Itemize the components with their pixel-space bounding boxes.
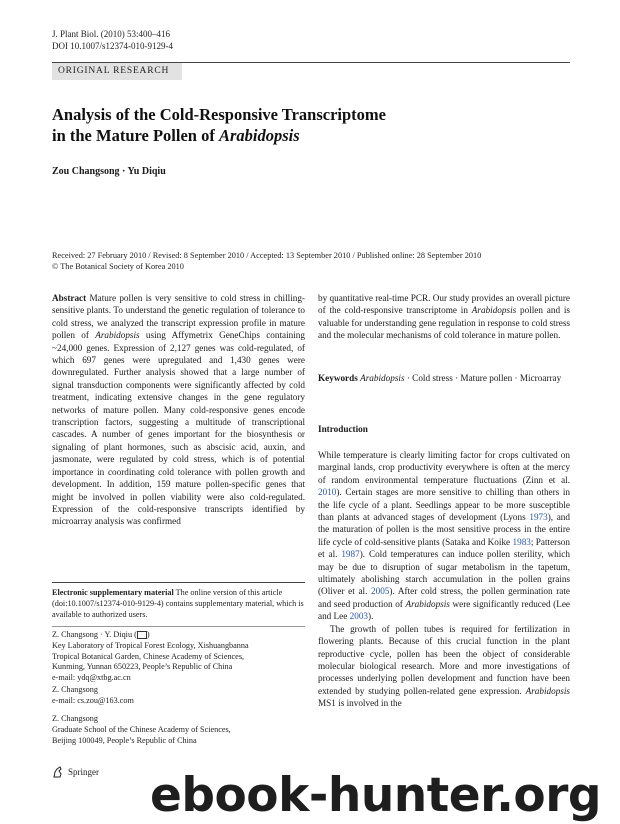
copyright-line: © The Botanical Society of Korea 2010 (52, 262, 184, 271)
intro-text: MS1 is involved in the (318, 698, 402, 709)
supplementary-text: The online version of this article (doi:10.1007/s12374-010-9129-4) contains supplementary material, which is available to authorized users. (52, 588, 304, 619)
footnote-rule (52, 582, 305, 583)
affiliation-rule (52, 626, 305, 627)
citation-link[interactable]: 1983 (512, 536, 531, 547)
keywords-heading: Keywords (318, 373, 358, 383)
section-label: ORIGINAL RESEARCH (52, 63, 182, 80)
abstract-italic: Arabidopsis (95, 330, 140, 341)
keyword-italic: Arabidopsis (360, 373, 405, 383)
journal-line: J. Plant Biol. (2010) 53:400–416 (52, 29, 171, 39)
intro-italic: Arabidopsis (405, 598, 450, 609)
abstract-text: Mature pollen is very sensitive to cold stress in chilling-sensitive plants. To understand the genetic regulation of tolerance to cold stress, we analyzed the transcript expression profile in mature pollen of (52, 293, 305, 341)
intro-text: ; Patterson et al. (318, 536, 570, 560)
intro-text: ). After cold stress, the pollen germination rate and seed production of (318, 586, 570, 609)
journal-citation (52, 28, 173, 52)
intro-text: ), and the maturation of pollen is the most sensitive process in the entire life cycle of cold-sensitive plants (Sataka and Koike (318, 512, 570, 547)
abstract (52, 292, 305, 528)
email-link[interactable]: e-mail: ydq@xtbg.ac.cn (52, 673, 131, 683)
keywords (318, 372, 570, 384)
affiliation-names: Z. Changsong (52, 714, 98, 723)
citation-link[interactable]: 2010 (318, 487, 337, 498)
affiliation-line: Beijing 100049, People’s Republic of China (52, 735, 197, 745)
introduction-body (318, 449, 570, 710)
intro-italic: Arabidopsis (525, 685, 570, 696)
citation-link[interactable]: 2003 (349, 611, 369, 622)
affiliation-names (52, 630, 305, 641)
envelope-icon (137, 631, 147, 639)
title-line-2 (52, 125, 552, 146)
email-link[interactable]: e-mail: cs.zou@163.com (52, 695, 134, 705)
citation-link[interactable]: 1973 (529, 512, 548, 523)
article-title (52, 104, 552, 146)
intro-text: ). Certain stages are more sensitive to chilling than others in the life cycle of a plant. Seedlings appear to be more susceptible than plants at advanced stages of development (Lyons (318, 487, 570, 523)
citation-link[interactable]: 1987 (341, 549, 360, 560)
intro-text: While temperature is clearly limiting factor for crops cultivated on marginal lands, crop productivity everywhere is often at the mercy of random environmental temperature fluctuations (Zinn et al. (318, 450, 570, 485)
publisher-name: Springer (68, 767, 99, 777)
abstract-heading: Abstract (52, 293, 87, 303)
publication-dates (52, 250, 570, 272)
keywords-list: · Cold stress · Mature pollen · Microarray (404, 373, 562, 383)
abstract-text: pollen and is valuable for understanding gene regulation in response to cold stress and the molecular mechanisms of cold tolerance in mature pollen. (318, 305, 570, 341)
affiliation-line: Key Laboratory of Tropical Forest Ecology, Xishuangbanna (52, 640, 249, 650)
intro-text: ). (368, 611, 374, 622)
title-line-1: Analysis of the Cold-Responsive Transcriptome (52, 105, 386, 124)
title-italic: Arabidopsis (218, 126, 300, 145)
abstract-italic: Arabidopsis (471, 305, 517, 316)
intro-text: ). Cold temperatures can induce pollen sterility, which may be due to disruption of sugar metabolism in the tapetum, ultimately abolishing starch accumulation in the pollen grains (Oliver et al. (318, 549, 570, 597)
abstract-text: using Affymetrix GeneChips containing ~24,000 genes. Expression of 2,127 genes was cold-regulated, of which 697 genes were upregulated and 1,430 genes were downregulated. Further analysis showed that a large number of signal transduction components were significantly affected by cold treatment, indicating extensive changes in the gene regulatory networks of mature pollen. Many cold-responsive genes encode transcription factors, suggesting a multitude of transcriptional cascades. A number of genes important for the biosynthesis or signaling of plant hormones, such as abscisic acid, auxin, and jasmonate, were regulated by cold stress, which is of potential importance in coordinating cold tolerance with pollen growth and development. In addition, 159 mature pollen-specific genes that might be involved in pollen viability were also cold-regulated. Expression of the cold-responsive transcripts identified by microarray analysis was confirmed (52, 330, 305, 527)
publisher-logo (52, 766, 99, 778)
affiliation-1 (52, 630, 305, 684)
citation-link[interactable]: 2005 (371, 586, 390, 597)
affiliation-names-end: ) (146, 630, 150, 639)
abstract-continued (318, 292, 570, 342)
affiliation-line: Tropical Botanical Garden, Chinese Academy of Sciences, (52, 651, 245, 661)
author-list: Zou Changsong · Yu Diqiu (52, 166, 166, 177)
dates-line: Received: 27 February 2010 / Revised: 8 September 2010 / Accepted: 13 September 2010 / Published online: 28 September 2010 (52, 251, 482, 260)
springer-horse-icon (52, 766, 64, 778)
supplementary-heading: Electronic supplementary material (52, 588, 174, 597)
affiliation-line: Graduate School of the Chinese Academy of Sciences, (52, 724, 231, 734)
doi-line: DOI 10.1007/s12374-010-9129-4 (52, 41, 173, 51)
intro-text: The growth of pollen tubes is required for fertilization in flowering plants. Because of this crucial function in the plant reproductive cycle, pollen has been the object of considerable molecular biological research. More and more investigations of processes underlying pollen development and function have been extended by studying pollen-related gene expression. (318, 623, 570, 696)
affiliation-names-text: Z. Changsong · Y. Diqiu ( (52, 630, 137, 639)
affiliation-2 (52, 685, 305, 707)
affiliation-3 (52, 714, 305, 746)
intro-text: were significantly reduced (Lee and Lee (318, 598, 570, 622)
abstract-text: by quantitative real-time PCR. Our study provides an overall picture of the cold-responsive transcriptome in (318, 293, 570, 316)
watermark-text: ebook-hunter.org (150, 768, 602, 823)
title-line-2-text: in the Mature Pollen of (52, 126, 219, 145)
supplementary-note (52, 588, 305, 620)
introduction-heading: Introduction (318, 424, 368, 434)
affiliation-line: Kunming, Yunnan 650223, People’s Republic of China (52, 662, 233, 672)
affiliation-names: Z. Changsong (52, 685, 98, 694)
